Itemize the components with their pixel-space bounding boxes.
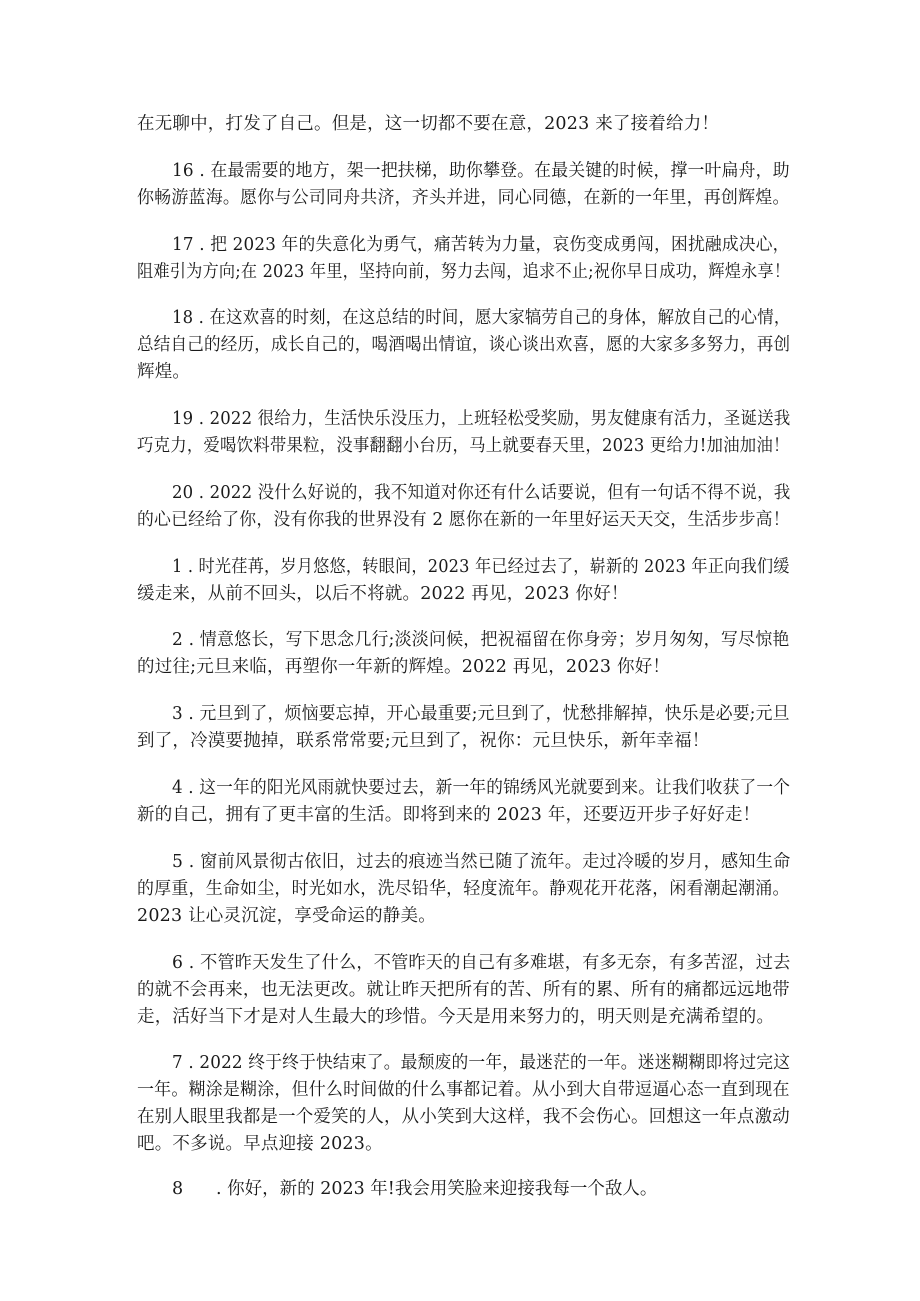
text-line: 17 . 把 2023 年的失意化为勇气，痛苦转为力量，哀伤变成勇闯，困扰融成决心， [172,235,790,255]
text-line: 辉煌。 [137,362,191,382]
text-line: 你畅游蓝海。愿你与公司同舟共济，齐头并进，同心同德，在新的一年里，再创辉煌。 [137,188,790,208]
item-number: 8 [172,1179,184,1199]
text-line: 的厚重，生命如尘，时光如水，洗尽铅华，轻度流年。静观花开花落，闲看潮起潮涌。 [137,879,790,899]
text-line: 2 . 情意悠长，写下思念几行;淡淡问候，把祝福留在你身旁；岁月匆匆，写尽惊艳 [172,630,790,650]
text-line: 吧。不多说。早点迎接 2023。 [137,1134,383,1154]
text-line: 1 . 时光荏苒，岁月悠悠，转眼间，2023 年已经过去了，崭新的 2023 年正向我们缓 [172,557,790,577]
text-line: 2023 让心灵沉淀，享受命运的静美。 [137,906,436,926]
text-line: 在无聊中，打发了自己。但是，这一切都不要在意，2023 来了接着给力！ [137,114,720,134]
text-line: 7 . 2022 终于终于快结束了。最颓废的一年，最迷茫的一年。迷迷糊糊即将过完这 [172,1053,791,1073]
text-line: 的心已经给了你，没有你我的世界没有 2 愿你在新的一年里好运天天交，生活步步高！ [137,510,790,530]
text-line: 5 . 窗前风景彻古依旧，过去的痕迹当然已随了流年。走过冷暖的岁月，感知生命 [172,852,791,872]
text-line: 的过往;元旦来临，再塑你一年新的辉煌。2022 再见，2023 你好！ [137,657,671,677]
text-line: 16 . 在最需要的地方，架一把扶梯，助你攀登。在最关键的时候，撑一叶扁舟，助 [172,161,790,181]
text-line: 到了，冷漠要抛掉，联系常常要;元旦到了，祝你：元旦快乐，新年幸福！ [137,731,710,751]
text-line: 20 . 2022 没什么好说的，我不知道对你还有什么话要说，但有一句话不得不说，我 [172,483,791,503]
text-line: 3 . 元旦到了，烦恼要忘掉，开心最重要;元旦到了，忧愁排解掉，快乐是必要;元旦 [172,704,790,724]
text-line: 一年。糊涂是糊涂，但什么时间做的什么事都记着。从小到大自带逗逼心态一直到现在 [137,1080,790,1100]
text-line: 的就不会再来，也无法更改。就让昨天把所有的苦、所有的累、所有的痛都远远地带 [137,980,790,1000]
text-line: 在别人眼里我都是一个爱笑的人，从小笑到大这样，我不会伤心。回想这一年点激动 [137,1107,790,1127]
text-line: 总结自己的经历，成长自己的，喝酒喝出情谊，谈心谈出欢喜，愿的大家多多努力，再创 [137,335,791,355]
text-line: 阻难引为方向;在 2023 年里，坚持向前，努力去闯，追求不止;祝你早日成功，辉煌永享！ [137,262,791,282]
text-line: 巧克力，爱喝饮料带果粒，没事翻翻小台历，马上就要春天里，2023 更给力!加油加油！ [137,436,790,456]
text-line: . 你好，新的 2023 年!我会用笑脸来迎接我每一个敌人。 [216,1179,658,1199]
text-line: 6 . 不管昨天发生了什么，不管昨天的自己有多难堪，有多无奈，有多苦涩，过去 [172,953,791,973]
text-line: 缓走来，从前不回头，以后不将就。2022 再见，2023 你好！ [137,584,629,604]
text-line: 19 . 2022 很给力，生活快乐没压力，上班轻松受奖励，男友健康有活力，圣诞送我 [172,409,791,429]
text-line: 18 . 在这欢喜的时刻，在这总结的时间，愿大家犒劳自己的身体，解放自己的心情， [172,308,791,328]
text-line: 新的自己，拥有了更丰富的生活。即将到来的 2023 年，还要迈开步子好好走！ [137,805,761,825]
text-line: 走，活好当下才是对人生最大的珍惜。今天是用来努力的，明天则是充满希望的。 [137,1007,775,1027]
text-line: 4 . 这一年的阳光风雨就快要过去，新一年的锦绣风光就要到来。让我们收获了一个 [172,778,791,798]
